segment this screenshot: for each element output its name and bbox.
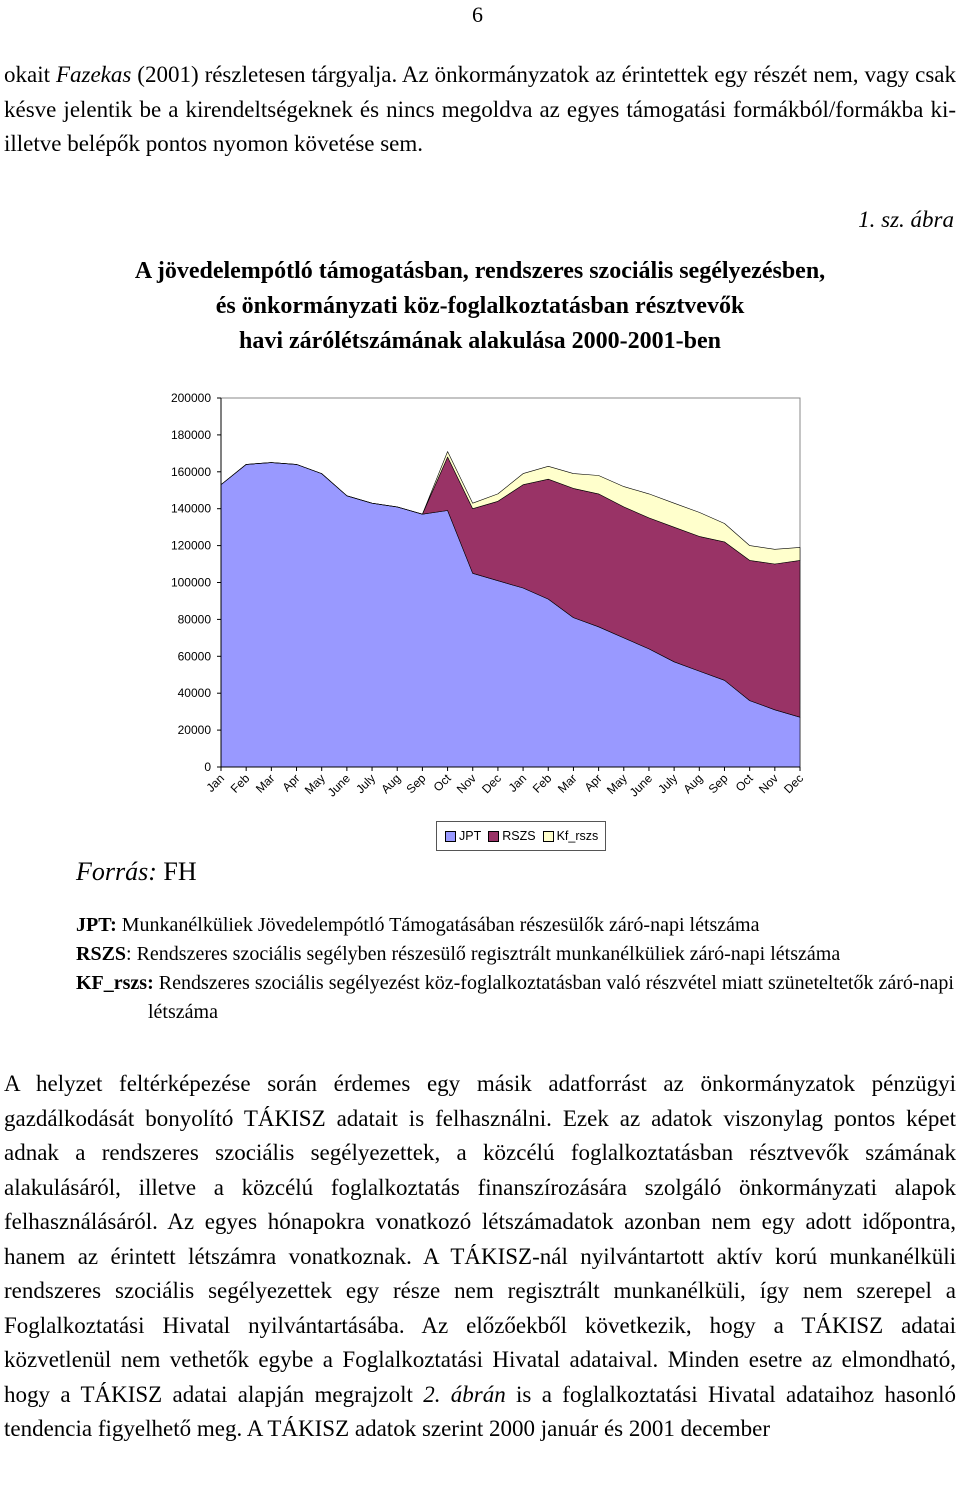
author-name: Fazekas [55,62,132,87]
x-tick-label: Nov [755,771,781,797]
x-tick-label: June [626,771,656,800]
legend-swatch-rszs [488,831,499,842]
x-tick-label: Jan [505,771,530,795]
chart-title-line-3: havi zárólétszámának alakulása 2000-2001-ben [238,328,721,354]
definition-jpt: JPT: Munkanélküliek Jövedelempótló Támogatásában részesülők záró-napi létszáma [76,914,760,936]
x-tick-label: July [353,771,379,797]
x-tick-label: Oct [732,771,756,795]
x-tick-label: May [603,771,630,798]
x-tick-label: Nov [453,771,479,797]
x-tick-label: Jan [203,771,228,795]
x-tick-label: Feb [529,771,555,796]
x-tick-label: June [324,771,353,800]
y-tick-label: 20000 [177,723,211,738]
stacked-area-chart [0,380,960,820]
x-tick-label: Sep [705,771,731,797]
x-tick-label: Feb [227,771,253,796]
legend-item-kf-rszs: Kf_rszs [543,829,599,843]
y-tick-label: 40000 [177,686,211,701]
intro-paragraph: okait Fazekas (2001) részletesen tárgyalja. Az önkormányzatok az érintettek egy részét nem, vagy csak késve jelentik be a kirendeltségeknek és nincs megoldva az egyes támogatási formákból/formákba ki- illetve belépők pontos nyomon követése sem. [4,62,956,156]
x-tick-label: Sep [403,771,429,797]
x-tick-label: Dec [479,771,505,797]
y-tick-label: 140000 [170,501,211,516]
y-tick-label: 0 [204,760,211,774]
y-tick-label: 120000 [170,538,211,553]
legend-item-rszs: RSZS [488,829,535,843]
x-tick-label: May [301,771,328,798]
legend-item-jpt: JPT [445,829,481,843]
x-tick-label: Dec [781,771,807,797]
y-tick-label: 80000 [177,612,211,627]
x-tick-label: Apr [279,771,303,795]
y-tick-label: 200000 [170,391,211,405]
x-tick-label: Mar [252,771,278,796]
y-tick-label: 60000 [177,649,211,664]
figure-reference: 2. ábrán [423,1381,506,1407]
x-tick-label: Oct [430,771,454,795]
y-tick-label: 160000 [170,464,211,479]
x-tick-label: Mar [555,771,580,796]
legend-swatch-kf-rszs [543,831,554,842]
chart-legend [436,821,606,851]
source-note: Forrás: FH [76,857,197,886]
chart-title [0,254,960,359]
y-tick-label: 100000 [170,575,211,590]
page-number: 6 [472,2,483,27]
body-paragraph: A helyzet feltérképezése során érdemes egy másik adatforrást az önkormányzatok pénzügyi gazdálkodását bonyolító TÁKISZ adatait is felhasználni. Ezek az adatok viszonylag pontos képet adnak a rendszeres szociális segélyezettek, a közcélú foglalkoztatásban résztvevők számának alakulásáról, illetve a közcélú foglalkoztatás finanszírozására szolgáló önkormányzati alapok felhasználásáról. Az egyes hónapokra vonatkozó létszámadatok azonban nem egy adott időpontra, hanem az érintett létszámra vonatkoznak. A TÁKISZ-nál nyilvántartott aktív korú munkanélküli rendszeres szociális segélyezettek egy része nem regisztrált munkanélküli, így nem szerepel a Foglalkoztatási Hivatal nyilvántartásába. Az előzőekből következik, hogy a TÁKISZ adatai közvetlenül nem vethetők egybe a Foglalkoztatási Hivatal adataival. Minden esetre az elmondható, hogy a TÁKISZ adatai alapján megrajzolt 2. ábrán is a foglalkoztatási Hivatal adataihoz hasonló tendencia figyelhető meg. A TÁKISZ adatok szerint 2000 január és 2001 december [4,1071,956,1441]
definition-kf-rszs: KF_rszs: Rendszeres szociális segélyezést köz-foglalkoztatásban való részvétel miatt szüneteltetők záró-napi létszáma [76,972,954,1023]
legend-swatch-jpt [445,831,456,842]
chart-title-line-2: és önkormányzati köz-foglalkoztatásban résztvevők [215,293,745,319]
x-tick-label: Apr [581,771,605,795]
x-tick-label: Aug [378,771,404,797]
figure-label: 1. sz. ábra [858,207,954,232]
x-tick-label: July [655,771,681,797]
y-tick-label: 180000 [170,427,211,442]
definitions-list [76,911,956,1027]
chart-title-line-1: A jövedelempótló támogatásban, rendszeres szociális segélyezésben, [134,258,826,284]
definition-rszs: RSZS: Rendszeres szociális segélyben részesülő regisztrált munkanélküliek záró-napi létszáma [76,943,841,965]
x-tick-label: Aug [680,771,706,797]
